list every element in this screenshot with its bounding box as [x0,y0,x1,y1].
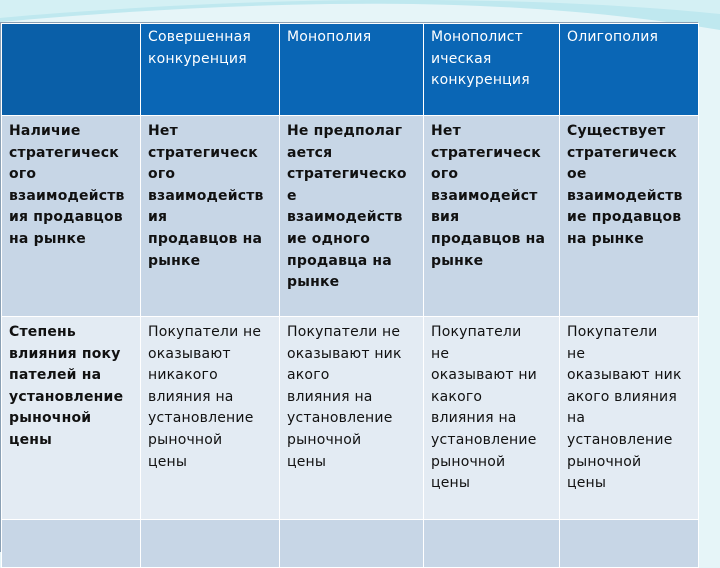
cell-text-line: рыночной [9,410,92,427]
cell-text-line: Наличие [9,123,81,139]
table-cell [2,520,141,568]
table-row [2,317,699,520]
row-label-strategic-interaction [2,116,141,317]
cell-text-line: установление [567,431,673,448]
cell-text-line: какого [431,388,483,405]
cell-text-line: не [567,345,586,362]
cell-text-line: цены [9,431,53,448]
cell-text-line: на рынке [567,230,644,247]
row-label-buyer-influence [2,317,141,520]
cell-text-line: установление [148,410,254,427]
cell-text-line: ическая [431,50,492,67]
cell-text-line: взаимодейств [148,187,264,204]
cell-text-line: оказывают [148,345,231,362]
cell-text-line: вия [431,209,460,226]
cell-text-line: на [567,410,586,427]
cell-text-line: Степень [9,324,76,340]
cell-text-line: установление [9,388,124,405]
table-cell [141,116,280,317]
cell-text-line: ие продавцов [567,209,682,226]
cell-text-line: взаимодейств [567,187,683,204]
cell-text-line: рынке [287,274,340,291]
cell-text-line: влияния на [431,410,517,427]
cell-text-line: продавца на [287,252,392,269]
cell-text-line: влияния поку [9,345,121,362]
cell-text-line: оказывают ник [567,367,682,384]
table-cell [280,116,424,317]
cell-text-line: ого [431,166,459,183]
cell-text-line: цены [431,475,471,492]
cell-text-line: конкуренция [148,50,247,67]
cell-text-line: установление [287,410,393,427]
table-cell [141,317,280,520]
cell-text-line: рыночной [431,453,506,470]
table-cell [424,520,560,568]
table-cell [424,116,560,317]
table-cell [424,317,560,520]
cell-text-line: рынке [431,252,484,269]
header-monopoly [280,24,424,116]
cell-text-line: Нет [431,123,461,139]
cell-text-line: ается [287,144,333,161]
cell-text-line: рынке [148,252,201,269]
cell-text-line: ого [148,166,176,183]
cell-text-line: оказывают ни [431,367,537,384]
cell-text-line: Существует [567,123,666,139]
cell-text-line: Не предполаг [287,123,403,139]
cell-text-line: стратегическ [148,144,258,161]
cell-text-line: пателей на [9,367,102,384]
cell-text-line: Покупатели не [287,324,401,340]
cell-text-line: конкуренция [431,72,530,89]
cell-text-line: оказывают ник [287,345,402,362]
cell-text-line: продавцов на [431,230,546,247]
cell-text-line: Покупатели [431,324,522,340]
cell-text-line: ое [567,166,587,183]
table-row [2,520,699,568]
cell-text-line: продавцов на [148,230,263,247]
cell-text-line: взаимодейст [431,187,538,204]
table-cell [280,317,424,520]
cell-text-line: взаимодейств [9,187,125,204]
header-corner-cell [2,24,141,116]
cell-text-line: на рынке [9,230,86,247]
cell-text-line: цены [287,453,327,470]
cell-text-line: Покупатели не [148,324,262,340]
table-cell [560,116,699,317]
cell-text-line: рыночной [567,453,642,470]
table-cell [280,520,424,568]
cell-text-line: установление [431,431,537,448]
cell-text-line: рыночной [148,431,223,448]
cell-text-line: стратегическ [431,144,541,161]
cell-text-line: ие одного [287,230,371,247]
cell-text-line: Монополия [287,29,372,45]
cell-text-line: стратегическ [567,144,677,161]
header-perfect-competition [141,24,280,116]
cell-text-line: акого [287,367,330,384]
header-oligopoly [560,24,699,116]
table-cell [141,520,280,568]
cell-text-line: рыночной [287,431,362,448]
cell-text-line: влияния на [287,388,373,405]
cell-text-line: никакого [148,367,218,384]
header-monopolistic-competition [424,24,560,116]
cell-text-line: Олигополия [567,29,659,45]
cell-text-line: Монополист [431,29,523,45]
cell-text-line: цены [567,475,607,492]
table-cell [560,520,699,568]
cell-text-line: е [287,187,297,204]
cell-text-line: влияния на [148,388,234,405]
cell-text-line: акого влияния [567,388,677,405]
cell-text-line: взаимодейств [287,209,403,226]
table-cell [560,317,699,520]
cell-text-line: не [431,345,450,362]
cell-text-line: Нет [148,123,178,139]
cell-text-line: ого [9,166,37,183]
cell-text-line: стратегическ [9,144,119,161]
table-row [2,116,699,317]
cell-text-line: Совершенная [148,29,252,45]
cell-text-line: ия продавцов [9,209,123,226]
comparison-table [0,22,698,552]
header-row [2,24,699,116]
cell-text-line: Покупатели [567,324,658,340]
cell-text-line: ия [148,209,168,226]
cell-text-line: цены [148,453,188,470]
cell-text-line: стратегическо [287,166,407,183]
